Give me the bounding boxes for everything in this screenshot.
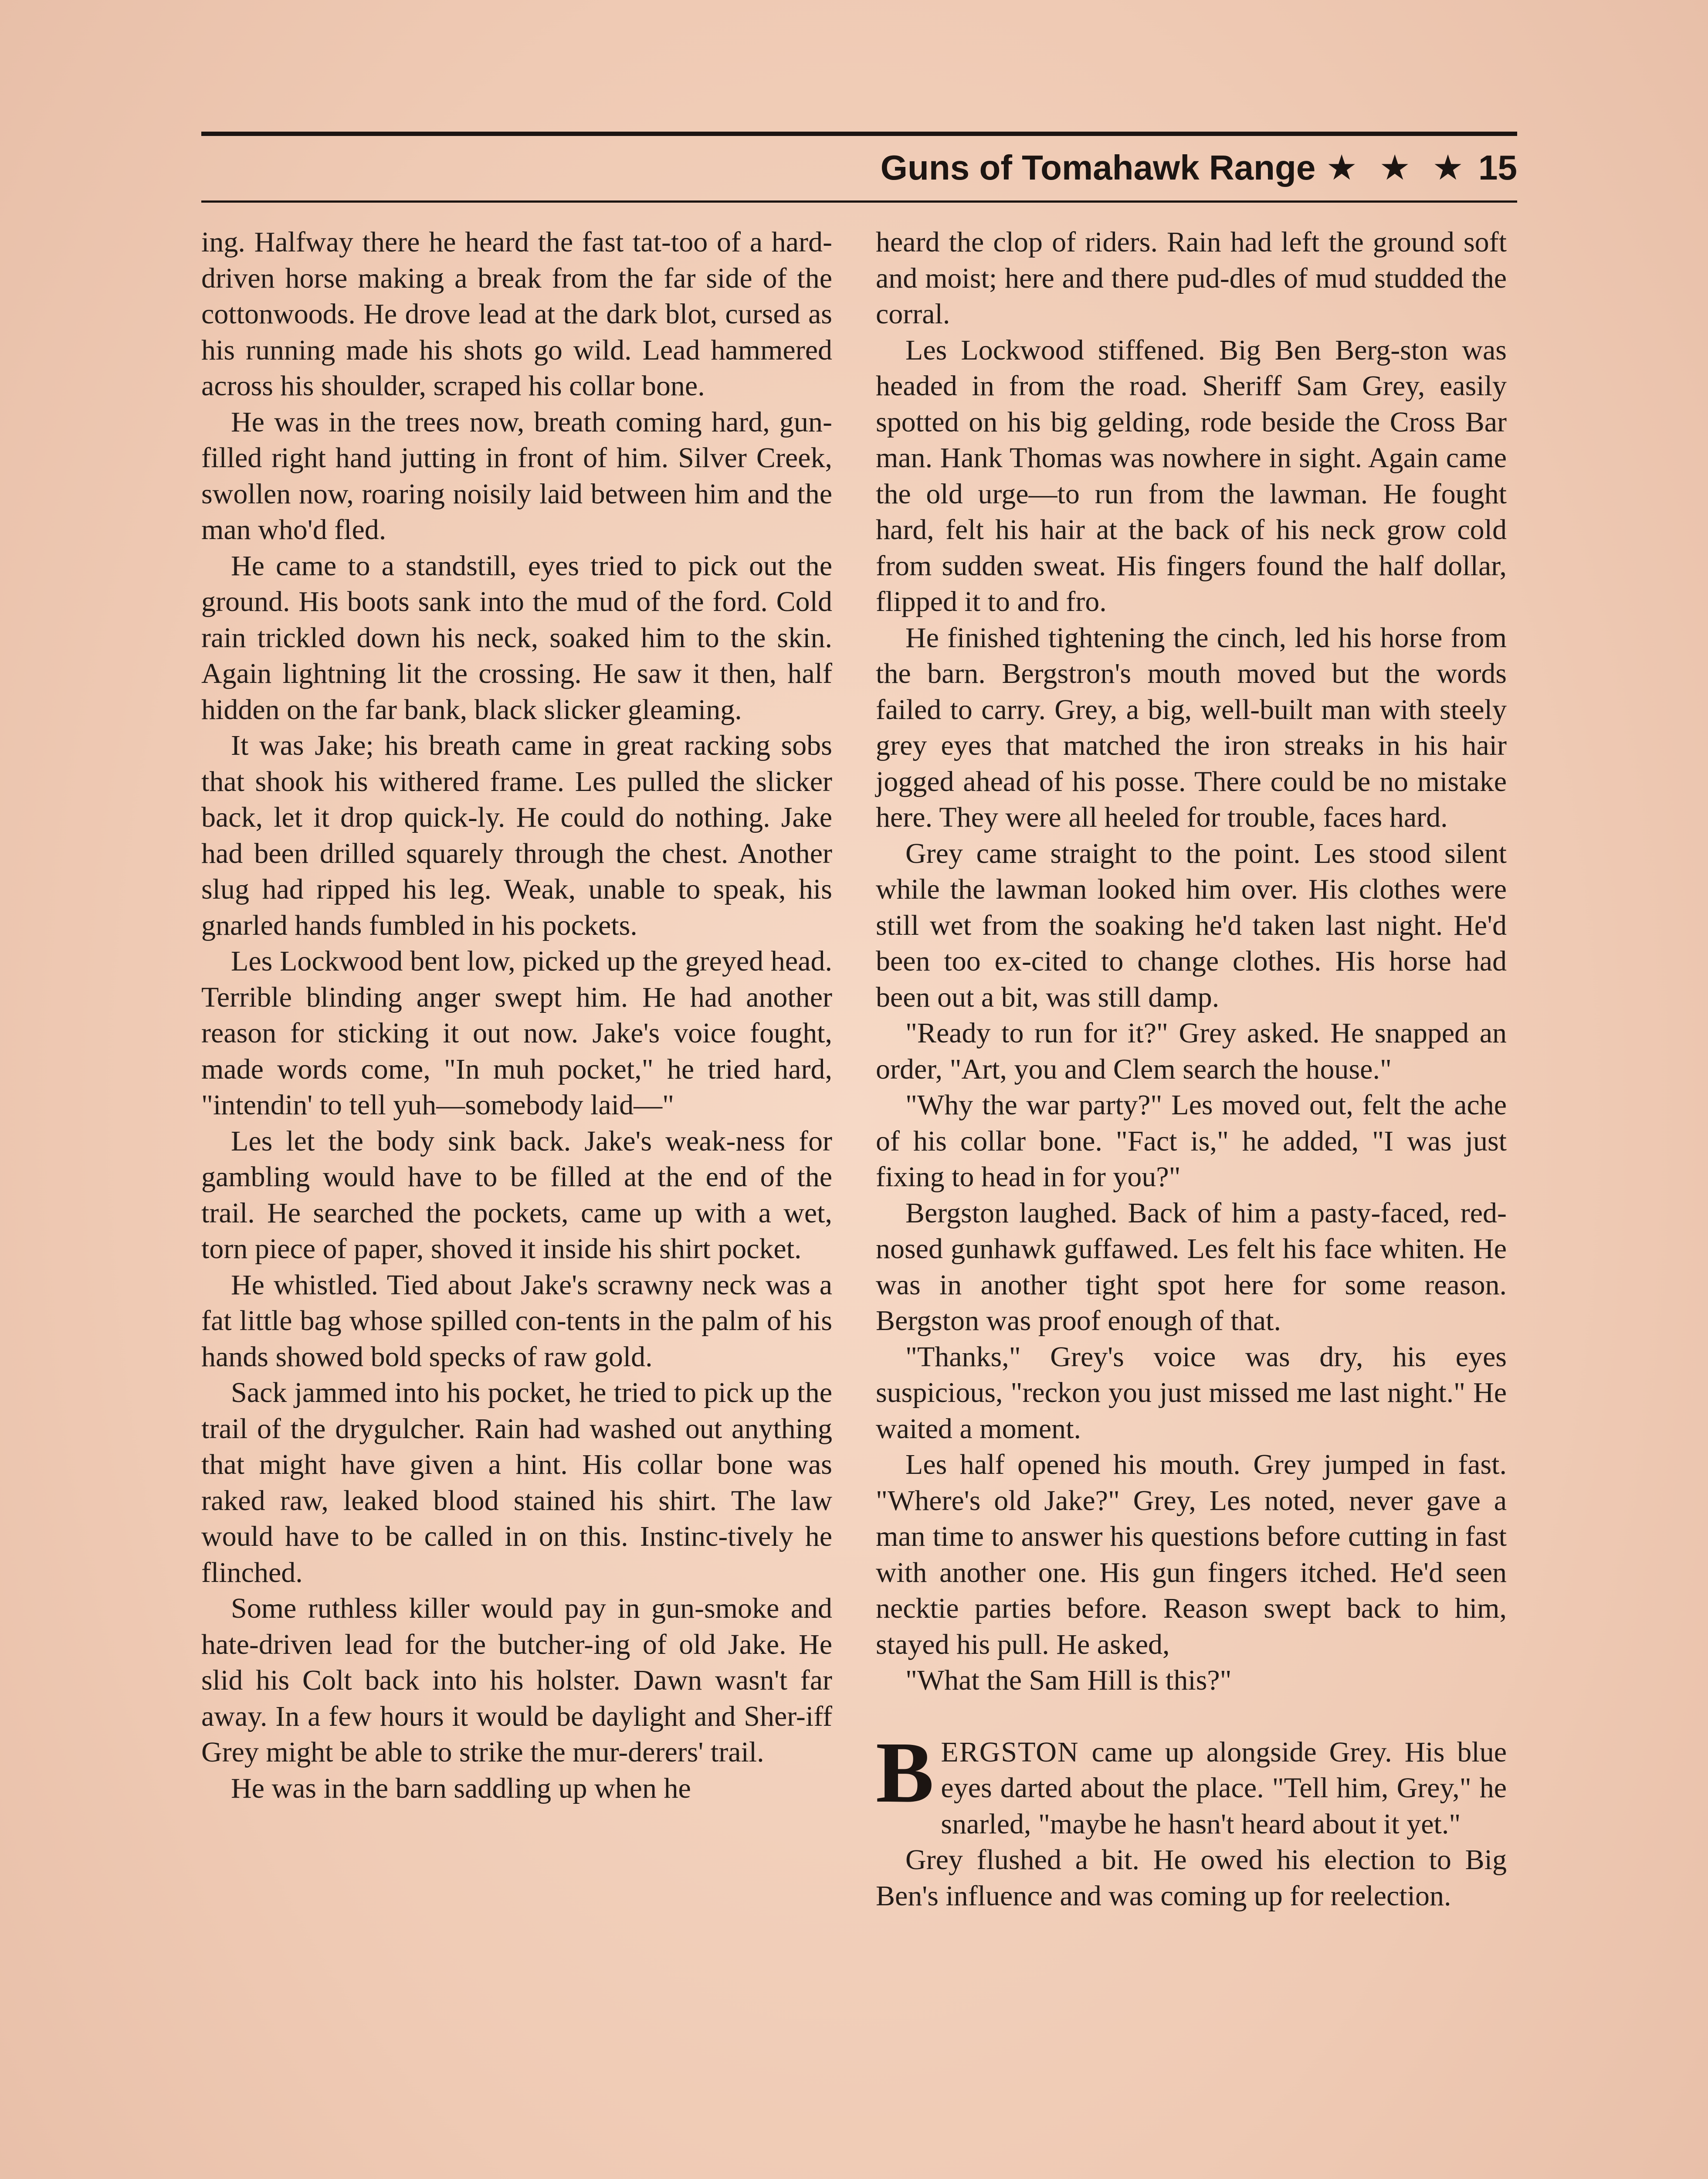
paragraph: He finished tightening the cinch, led his horse from the barn. Bergstron's mouth moved but the words failed to carry. Grey, a big, well-built man with steely grey eyes that matched the iron streaks in his hair jogged ahead of his posse. There could be no mistake here. They were all heeled for trouble, faces hard. — [876, 621, 1507, 833]
paragraph: Sack jammed into his pocket, he tried to pick up the trail of the drygulcher. Rain had washed out anything that might have given a hint. His collar bone was raked raw, leaked blood stained his shirt. The law would have to be called in on this. Instinc-tively he flinched. — [201, 1377, 832, 1588]
story-title: Guns of Tomahawk Range — [880, 148, 1316, 187]
paragraph: heard the clop of riders. Rain had left the ground soft and moist; here and there pud-dles of mud studded the corral. — [876, 226, 1507, 330]
section-opening-paragraph — [876, 1724, 1507, 1843]
paragraph: Les Lockwood stiffened. Big Ben Berg-ston was headed in from the road. Sheriff Sam Grey, easily spotted on his big gelding, rode beside the Cross Bar man. Hank Thomas was nowhere in sight. Again came the old urge—to run from the lawman. He fought hard, felt his hair at the back of his neck grow cold from sudden sweat. His fingers found the half dollar, flipped it to and fro. — [876, 334, 1507, 618]
paragraph: ing. Halfway there he heard the fast tat-too of a hard-driven horse making a break from the far side of the cottonwoods. He drove lead at the dark blot, cursed as his running made his shots go wild. Lead hammered across his shoulder, scraped his collar bone. — [201, 226, 832, 402]
page-number: 15 — [1478, 148, 1517, 187]
paragraph: He came to a standstill, eyes tried to pick out the ground. His boots sank into the mud of the ford. Cold rain trickled down his neck, soaked him to the skin. Again lightning lit the crossing. He saw it then, half hidden on the far bank, black slicker gleaming. — [201, 550, 832, 726]
paragraph: "What the Sam Hill is this?" — [905, 1664, 1232, 1696]
lead-caps: ERGSTON — [941, 1736, 1079, 1768]
paragraph: Les half opened his mouth. Grey jumped in fast. "Where's old Jake?" Grey, Les noted, never gave a man time to answer his questions before cutting in fast with another one. His gun fingers itched. He'd seen necktie parties before. Reason swept back to him, stayed his pull. He asked, — [876, 1449, 1507, 1660]
paragraph: Grey came straight to the point. Les stood silent while the lawman looked him over. His clothes were still wet from the soaking he'd taken last night. He'd been too ex-cited to change clothes. His horse had been out a bit, was still damp. — [876, 837, 1507, 1013]
header-rule — [201, 132, 1517, 136]
paragraph: He was in the trees now, breath coming hard, gun-filled right hand jutting in front of him. Silver Creek, swollen now, roaring noisily laid between him and the man who'd fled. — [201, 406, 832, 546]
paragraph: "Ready to run for it?" Grey asked. He snapped an order, "Art, you and Clem search the house." — [876, 1017, 1507, 1085]
paragraph: Some ruthless killer would pay in gun-smoke and hate-driven lead for the butcher-ing of old Jake. He slid his Colt back into his holster. Dawn wasn't far away. In a few hours it would be daylight and Sher-iff Grey might be able to strike the mur-derers' trail. — [201, 1592, 832, 1768]
paragraph: Bergston laughed. Back of him a pasty-faced, red-nosed gunhawk guffawed. Les felt his face whiten. He was in another tight spot here for some reason. Bergston was proof enough of that. — [876, 1197, 1507, 1337]
star-icons: ★ ★ ★ — [1326, 148, 1470, 187]
paragraph: Les let the body sink back. Jake's weak-ness for gambling would have to be filled at the end of the trail. He searched the pockets, came up with a wet, torn piece of paper, shoved it inside his shirt pocket. — [201, 1125, 832, 1265]
drop-cap: B — [876, 1724, 934, 1821]
running-head — [741, 144, 1517, 192]
header-rule-lower — [201, 200, 1517, 203]
right-column — [876, 224, 1507, 1914]
paragraph: It was Jake; his breath came in great racking sobs that shook his withered frame. Les pulled the slicker back, let it drop quick-ly. He could do nothing. Jake had been drilled squarely through the chest. Another slug had ripped his leg. Weak, unable to speak, his gnarled hands fumbled in his pockets. — [201, 730, 832, 941]
paragraph: Les Lockwood bent low, picked up the greyed head. Terrible blinding anger swept him. He had another reason for sticking it out now. Jake's voice fought, made words come, "In muh pocket," he tried hard, "intendin' to tell yuh—somebody laid—" — [201, 945, 832, 1121]
paragraph: He was in the barn saddling up when he — [231, 1772, 691, 1804]
left-column — [201, 224, 832, 1806]
paragraph: He whistled. Tied about Jake's scrawny neck was a fat little bag whose spilled con-tents in the palm of his hands showed bold specks of raw gold. — [201, 1269, 832, 1373]
paragraph: Grey flushed a bit. He owed his election to Big Ben's influence and was coming up for reelection. — [876, 1844, 1507, 1912]
paragraph: "Why the war party?" Les moved out, felt the ache of his collar bone. "Fact is," he added, "I was just fixing to head in for you?" — [876, 1089, 1507, 1193]
paragraph-text: came up alongside Grey. His blue eyes darted about the place. "Tell him, Grey," he snarled, "maybe he hasn't heard about it yet." — [941, 1736, 1507, 1840]
paragraph: "Thanks," Grey's voice was dry, his eyes suspicious, "reckon you just missed me last night." He waited a moment. — [876, 1341, 1507, 1445]
